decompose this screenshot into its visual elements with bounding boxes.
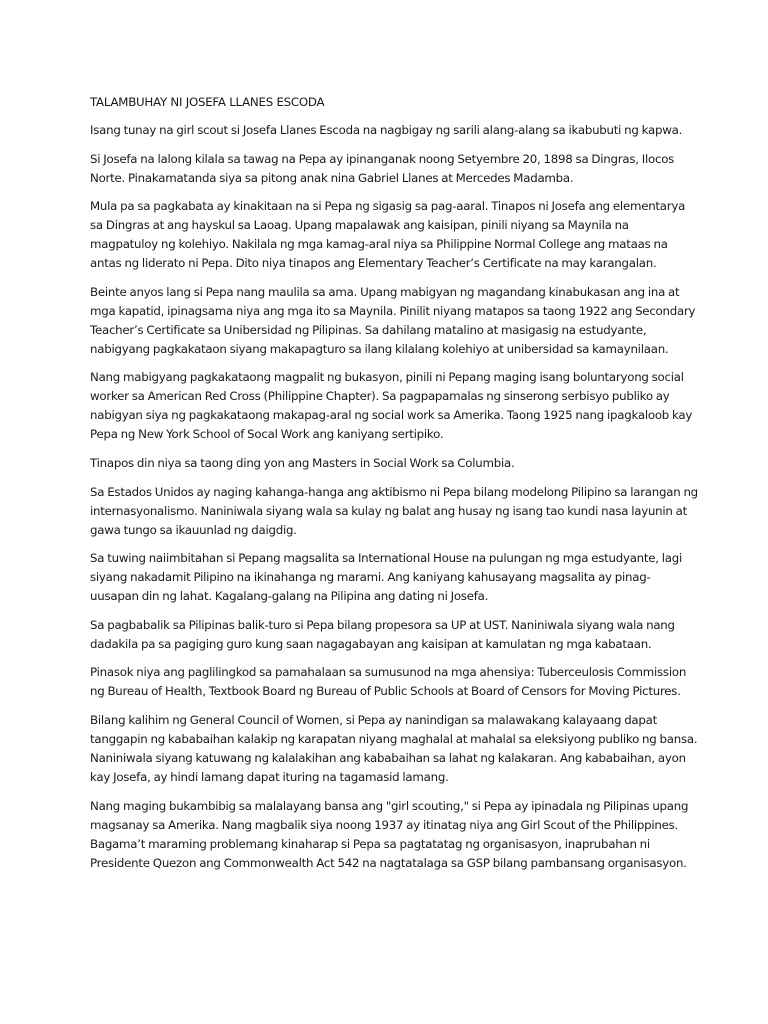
paragraph: Tinapos din niya sa taong ding yon ang Masters in Social Work sa Columbia. bbox=[90, 455, 515, 470]
paragraph: Pinasok niya ang paglilingkod sa pamahalaan sa sumusunod na mga ahensiya: Tuberceulosis Commission ng Bureau of Health, Textbook Board ng Bureau of Public Schools at Board of Censors for Moving Pictures. bbox=[90, 665, 687, 699]
paragraph: Nang maging bukambibig sa malalayang bansa ang "girl scouting," si Pepa ay ipinadala ng Pilipinas upang magsanay sa Amerika. Nang magbalik siya noong 1937 ay itinatag niya ang Girl Scout of the Philippines. Bagama’t maraming problemang kinaharap si Pepa sa pagtatatag ng organisasyon, inaprubahan ni Presidente Quezon ang Commonwealth Act 542 na nagtatalaga sa GSP bilang pambansang organisasyon. bbox=[90, 798, 689, 870]
paragraph: Bilang kalihim ng General Council of Women, si Pepa ay nanindigan sa malawakang kalayaang dapat tanggapin ng kababaihan kalakip ng karapatan niyang maghalal at mahalal sa eleksiyong publiko ng bansa. Naniniwala siyang katuwang ng kalalakihan ang kababaihan sa lahat ng kalakaran. Ang kababaihan, ayon kay Josefa, ay hindi lamang dapat ituring na tagamasid lamang. bbox=[90, 712, 698, 784]
document-body bbox=[90, 121, 698, 873]
document-title: TALAMBUHAY NI JOSEFA LLANES ESCODA bbox=[90, 95, 325, 109]
paragraph: Mula pa sa pagkabata ay kinakitaan na si Pepa ng sigasig sa pag-aaral. Tinapos ni Josefa ang elementarya sa Dingras at ang hayskul sa Laoag. Upang mapalawak ang kaisipan, pinili niyang sa Maynila na magpatuloy ng kolehiyo. Nakilala ng mga kamag-aral niya sa Philippine Normal College ang mataas na antas ng liderato ni Pepa. Dito niya tinapos ang Elementary Teacher’s Certificate na may karangalan. bbox=[90, 199, 686, 271]
paragraph: Beinte anyos lang si Pepa nang maulila sa ama. Upang mabigyan ng magandang kinabukasan ang ina at mga kapatid, ipinagsama niya ang mga ito sa Maynila. Pinilit niyang matapos sa taong 1922 ang Secondary Teacher’s Certificate sa Unibersidad ng Pilipinas. Sa dahilang matalino at masigasig na estudyante, nabigyang pagkakataon siyang makapagturo sa ilang kilalang kolehiyo at unibersidad sa kamaynilaan. bbox=[90, 284, 696, 356]
paragraph: Si Josefa na lalong kilala sa tawag na Pepa ay ipinanganak noong Setyembre 20, 1898 sa Dingras, Ilocos Norte. Pinakamatanda siya sa pitong anak nina Gabriel Llanes at Mercedes Madamba. bbox=[90, 151, 675, 185]
paragraph: Sa pagbabalik sa Pilipinas balik-turo si Pepa bilang propesora sa UP at UST. Naniniwala siyang wala nang dadakila pa sa pagiging guro kung saan nagagabayan ang kaisipan at kamulatan ng mga kabataan. bbox=[90, 617, 675, 651]
paragraph: Nang mabigyang pagkakataong magpalit ng bukasyon, pinili ni Pepang maging isang boluntaryong social worker sa American Red Cross (Philippine Chapter). Sa pagpapamalas ng sinserong serbisyo publiko ay nabigyan siya ng pagkakataong makapag-aral ng social work sa Amerika. Taong 1925 nang ipagkaloob kay Pepa ng New York School of Socal Work ang kaniyang sertipiko. bbox=[90, 370, 693, 442]
paragraph: Sa tuwing naiimbitahan si Pepang magsalita sa International House na pulungan ng mga estudyante, lagi siyang nakadamit Pilipino na ikinahanga ng marami. Ang kaniyang kahusayang magsalita ay pinag-uusapan din ng lahat. Kagalang-galang na Pilipina ang dating ni Josefa. bbox=[90, 551, 683, 604]
paragraph: Sa Estados Unidos ay naging kahanga-hanga ang aktibismo ni Pepa bilang modelong Pilipino sa larangan ng internasyonalismo. Naniniwala siyang wala sa kulay ng balat ang husay ng isang tao kundi nasa layunin at gawa tungo sa ikauunlad ng daigdig. bbox=[90, 484, 698, 537]
paragraph: Isang tunay na girl scout si Josefa Llanes Escoda na nagbigay ng sarili alang-alang sa ikabubuti ng kapwa. bbox=[90, 123, 683, 137]
